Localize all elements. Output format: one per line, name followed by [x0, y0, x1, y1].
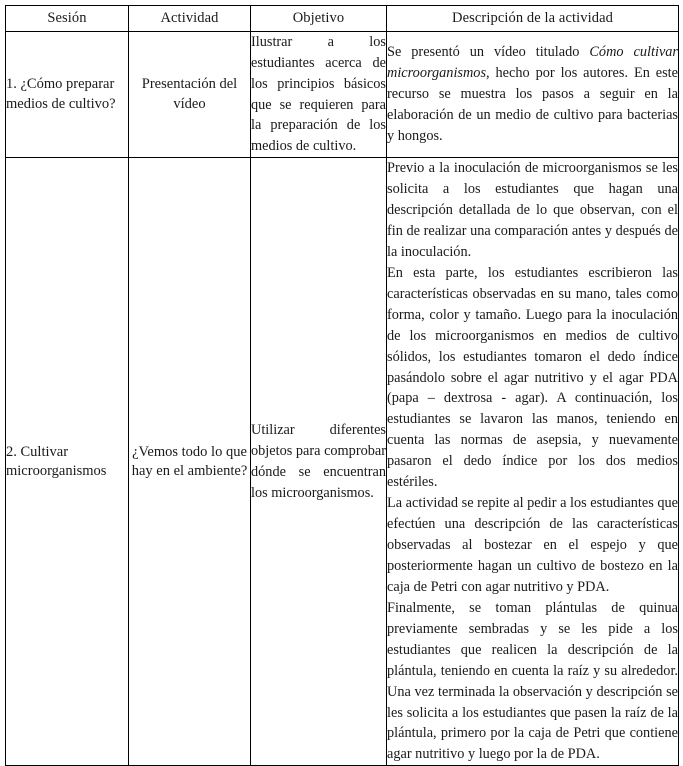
column-header-objetivo [251, 6, 387, 32]
cell-descripcion-1 [387, 32, 679, 158]
table-header-row [6, 6, 679, 32]
cell-actividad-1: Presentación del vídeo [129, 32, 251, 158]
column-header-descripcion-label: Descripción de la actividad [452, 9, 613, 26]
cell-objetivo-1: Ilustrar a los estudiantes acerca de los principios básicos que se requieren para la preparación de los medios de cultivo. [251, 32, 387, 158]
descripcion-text-pre: Se presentó un vídeo titulado [387, 44, 590, 61]
column-header-actividad-label: Actividad [160, 9, 219, 26]
column-header-objetivo-label: Objetivo [292, 9, 345, 26]
cell-descripcion-2 [387, 158, 679, 766]
table-row [6, 158, 679, 766]
descripcion-paragraph [387, 42, 678, 147]
cell-sesion-2: 2. Cultivar microorganismos [6, 158, 129, 766]
descripcion-paragraph: Previo a la inoculación de microorganismos se les solicita a los estudiantes que hagan una descripción detallada de lo que observan, con el fin de realizar una comparación antes y después de la inoculación. [387, 160, 678, 260]
table-row [6, 32, 679, 158]
descripcion-text-post: , hecho por los autores. En este recurso se muestra los pasos a seguir en la elaboración de un medio de cultivo para bacterias y hongos. [387, 65, 678, 144]
descripcion-paragraph: La actividad se repite al pedir a los estudiantes que efectúen una descripción de las características observadas al bostezar en el espejo y que posteriormente hagan un cultivo de bostezo en la caja de Petri con agar nutritivo y PDA. [387, 495, 678, 595]
column-header-sesion-label: Sesión [47, 9, 87, 26]
cell-objetivo-2: Utilizar diferentes objetos para comprobar dónde se encuentran los microorganismos. [251, 158, 387, 766]
column-header-actividad [129, 6, 251, 32]
column-header-sesion [6, 6, 129, 32]
descripcion-paragraph: En esta parte, los estudiantes escribieron las características observadas en su mano, tales como forma, color y tamaño. Luego para la inoculación de los microorganismos en medios de cultivo sólidos, los estudiantes tomaron el dedo índice pasándolo sobre el agar nutritivo y el agar PDA (papa – dextrosa - agar). A continuación, los estudiantes se lavaron las manos, teniendo en cuenta las normas de asepsia, y nuevamente pasaron el dedo índice por los dos medios estériles. [387, 264, 678, 491]
column-header-descripcion [387, 6, 679, 32]
cell-actividad-2: ¿Vemos todo lo que hay en el ambiente? [129, 158, 251, 766]
cell-sesion-1: 1. ¿Cómo preparar medios de cultivo? [6, 32, 129, 158]
descripcion-paragraph: Finalmente, se toman plántulas de quinua previamente sembradas y se les pide a los estudiantes que realicen la descripción de la plántula, teniendo en cuenta la raíz y su alrededor. Una vez terminada la observación y descripción se les solicita a los estudiantes que pasen la raíz de la plántula, primero por la caja de Petri que contiene agar nutritivo y luego por la de PDA. [387, 599, 678, 763]
activity-table [5, 5, 679, 766]
video-title-italic: Cómo cultivar microorganismos [387, 44, 678, 82]
table-body [6, 32, 679, 766]
table-header [6, 6, 679, 32]
